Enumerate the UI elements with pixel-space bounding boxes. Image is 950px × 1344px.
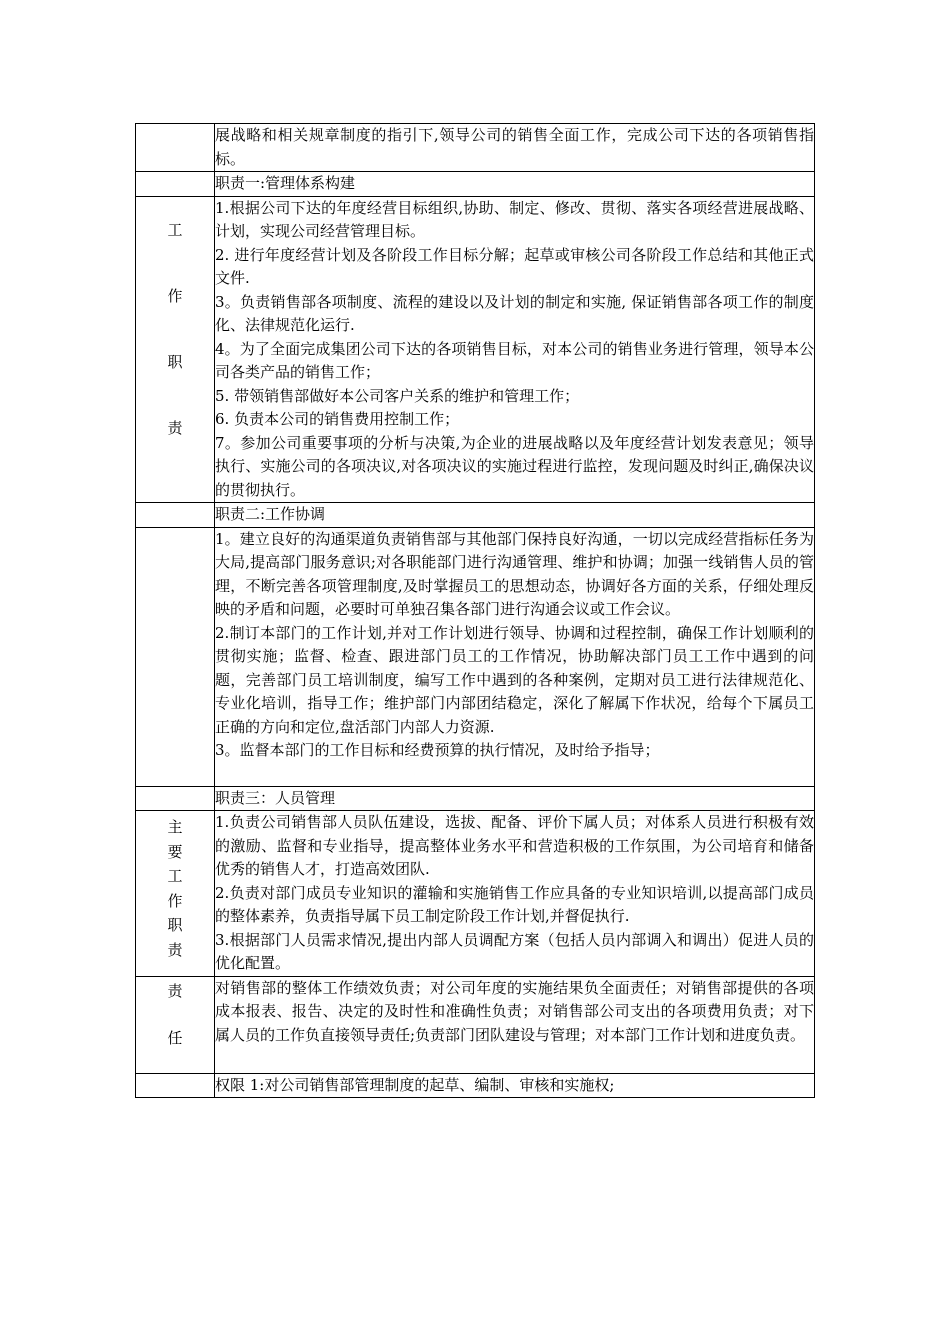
duty2-item: 2.制订本部门的工作计划,并对工作计划进行领导、协调和过程控制，确保工作计划顺利的贯彻实施；监督、检查、跟进部门员工的工作情况，协助解决部门员工工作中遇到的问题，完善部门员工培训制度，编写工作中遇到的各种案例，定期对员工进行法律规范化、专业化培训，指导工作；维护部门内部团结稳定，深化了解属下作状况，给每个下属员工正确的方向和定位,盘活部门内部人力资源.	[215, 623, 814, 736]
duty3-item: 2.负责对部门成员专业知识的灌输和实施销售工作应具备的专业知识培训,以提高部门成员的整体素养，负责指导属下员工制定阶段工作计划,并督促执行.	[215, 883, 814, 925]
duty3-header: 职责三：人员管理	[215, 786, 815, 811]
intro-label-cell	[136, 124, 215, 172]
duty1-content	[215, 196, 815, 503]
duty3-item: 1.负责公司销售部人员队伍建设，选拔、配备、评价下属人员；对体系人员进行积极有效的激励、监督和专业指导，提高整体业务水平和营造积极的工作氛围，为公司培育和储备优秀的销售人才，打造高效团队.	[215, 813, 814, 878]
responsibility-label-cell	[136, 976, 215, 1073]
duty2-row	[136, 527, 815, 786]
duty3-label-char: 作	[167, 891, 183, 910]
duty3-label-char: 工	[167, 867, 183, 885]
duty1-header-label-cell	[136, 172, 215, 197]
duty3-label-char: 要	[167, 842, 183, 861]
duty3-content	[215, 811, 815, 977]
duty2-item: 1。建立良好的沟通渠道负责销售部与其他部门保持良好沟通，一切以完成经营指标任务为大局,提高部门服务意识;对各职能部门进行沟通管理、维护和协调；加强一线销售人员的管理，不断完善各项管理制度,及时掌握员工的思想动态，协调好各方面的关系，仔细处理反映的矛盾和问题，必要时可单独召集各部门进行沟通会议或工作会议。	[215, 529, 814, 618]
responsibility-label-char: 任	[167, 1028, 183, 1047]
duty1-header: 职责一:管理体系构建	[215, 172, 815, 197]
duty2-content	[215, 527, 815, 786]
authority-1: 权限 1:对公司销售部管理制度的起草、编制、审核和实施权;	[215, 1073, 815, 1098]
authority-row	[136, 1073, 815, 1098]
duty2-header-row	[136, 503, 815, 528]
duty3-row	[136, 811, 815, 977]
authority-label-cell	[136, 1073, 215, 1098]
duty1-item: 6. 负责本公司的销售费用控制工作；	[215, 410, 460, 428]
intro-text: 展战略和相关规章制度的指引下,领导公司的销售全面工作，完成公司下达的各项销售指标。	[215, 124, 815, 172]
duty3-item: 3.根据部门人员需求情况,提出内部人员调配方案（包括人员内部调入和调出）促进人员的优化配置。	[215, 930, 814, 972]
duty1-label-cell	[136, 196, 215, 503]
duty2-header: 职责二:工作协调	[215, 503, 815, 528]
duty3-label-cell	[136, 811, 215, 977]
duty1-label-char: 职	[167, 352, 183, 371]
duty1-label-char: 作	[167, 286, 183, 305]
duty1-item: 1.根据公司下达的年度经营目标组织,协助、制定、修改、贯彻、落实各项经营进展战略、计划，实现公司经营管理目标。	[215, 198, 814, 240]
job-description-table	[135, 123, 815, 1098]
duty2-header-label-cell	[136, 503, 215, 528]
responsibility-text: 对销售部的整体工作绩效负责；对公司年度的实施结果负全面责任；对销售部提供的各项成本报表、报告、决定的及时性和准确性负责；对销售部公司支出的各项费用负责；对下属人员的工作负直接领导责任;负责部门团队建设与管理；对本部门工作计划和进度负责。	[215, 976, 815, 1073]
blank-line	[215, 763, 814, 786]
responsibility-row	[136, 976, 815, 1073]
duty1-label-char: 责	[167, 418, 183, 437]
duty1-item: 3。负责销售部各项制度、流程的建设以及计划的制定和实施, 保证销售部各项工作的制度化、法律规范化运行.	[215, 292, 814, 334]
duty1-item: 4。为了全面完成集团公司下达的各项销售目标，对本公司的销售业务进行管理，领导本公司各类产品的销售工作；	[215, 339, 814, 381]
duty1-label-char: 工	[167, 220, 183, 239]
duty3-header-label-cell	[136, 786, 215, 811]
duty3-label-char: 责	[167, 940, 183, 959]
intro-row	[136, 124, 815, 172]
duty1-item: 2. 进行年度经营计划及各阶段工作目标分解；起草或审核公司各阶段工作总结和其他正式文件.	[215, 245, 814, 287]
duty1-item: 7。参加公司重要事项的分析与决策,为企业的进展战略以及年度经营计划发表意见；领导执行、实施公司的各项决议,对各项决议的实施过程进行监控，发现问题及时纠正,确保决议的贯彻执行。	[215, 433, 814, 499]
duty3-label-char: 主	[167, 818, 183, 836]
duty2-label-cell	[136, 527, 215, 786]
duty2-item: 3。监督本部门的工作目标和经费预算的执行情况，及时给予指导；	[215, 741, 660, 759]
duty1-item: 5. 带领销售部做好本公司客户关系的维护和管理工作；	[215, 386, 580, 405]
duty3-header-row	[136, 786, 815, 811]
duty1-header-row	[136, 172, 815, 197]
duty1-row	[136, 196, 815, 503]
duty3-label-char: 职	[167, 916, 183, 934]
responsibility-label-char: 责	[167, 981, 183, 1000]
